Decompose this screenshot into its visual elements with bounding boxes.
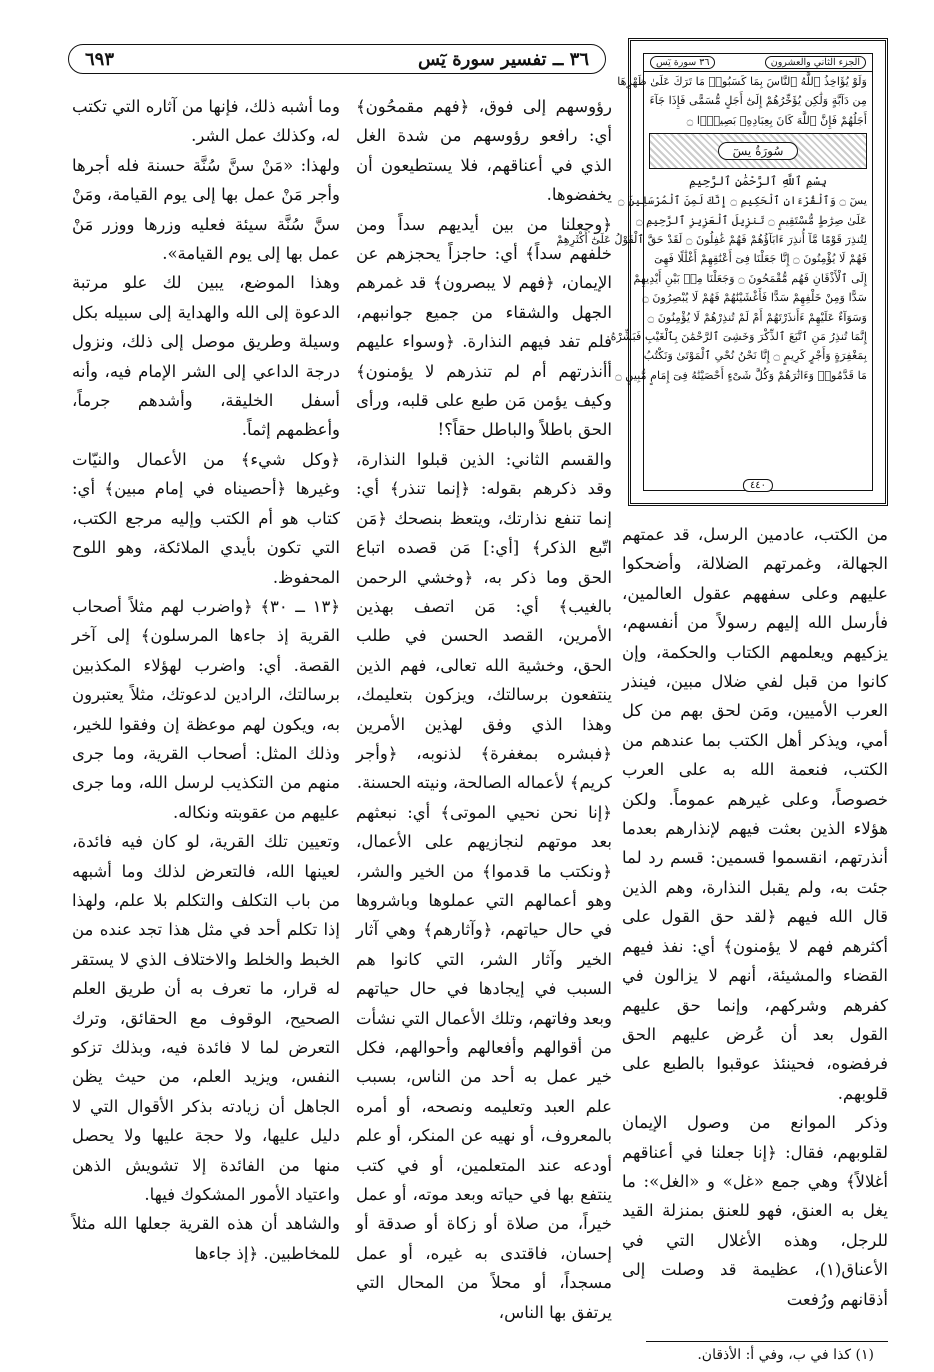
footnote: (١) كذا في ب، وفي أ: الأذقان. [697, 1347, 874, 1363]
paragraph: وذكر الموانع من وصول الإيمان لقلوبهم، فقال: ﴿إنا جعلنا في أعناقهم أغلالاً﴾ وهي جمع «غل» و «الغل»: ما يغل به العنق، فهو للعنق بمنزلة القيد للرجل، وهذه الأغلال التي في الأعناق(١)، عظيمة قد وصلت إلى أذقانهم ورُفعت [622, 1113, 888, 1309]
mushaf-surah-label: ٣٦ سورة يٓس [650, 56, 715, 69]
middle-column [356, 92, 612, 1320]
quran-line: إِنَّمَا تُنذِرُ مَنِ ٱتَّبَعَ ٱلذِّكْرَ وَخَشِىَ ٱلرَّحْمَٰنَ بِٱلْغَيْبِ فَبَشِّرْهُ [610, 330, 867, 344]
paragraph: والقسم الثاني: الذين قبلوا النذارة، وقد ذكرهم بقوله: ﴿إنما تنذر﴾ أي: إنما تنفع نذارتك، ويتعظ بنصحك ﴿مَن اتّبع الذكر﴾ [أي:] مَن قصده اتباع الحق وما ذكر به، ﴿وخشي الرحمن بالغيب﴾ أي: مَن اتصف بهذين الأمرين، القصد الحسن في طلب الحق، وخشية الله تعالى، فهم الذين ينتفعون برسالتك، ويزكون بتعليمك، وهذا الذي وفق لهذين الأمرين ﴿فبشره بمغفرة﴾ لذنوبه، ﴿وأجر كريم﴾ لأعماله الصالحة، ونيته الحسنة. [356, 449, 612, 793]
running-header [68, 44, 606, 74]
paragraph: ﴿وكل شيء﴾ من الأعمال والنيّات وغيرها ﴿أحصيناه في إمام مبين﴾ أي: كتاب هو أم الكتب وإليه مرجع الكتب، التي تكون بأيدي الملائكة، وهو اللوح المحفوظ. [72, 449, 340, 587]
surah-banner [649, 133, 867, 169]
quran-line: سَدًّا وَمِنْ خَلْفِهِمْ سَدًّا فَأَغْشَيْنَٰهُمْ فَهُمْ لَا يُبْصِرُونَ ۝ [642, 291, 867, 305]
paragraph: وما أشبه ذلك، فإنها من آثاره التي تكتب له، وكذلك عمل الشر. [72, 97, 340, 146]
quran-line: يسٓ ۝ وَٱلْقُرْءَانِ ٱلْحَكِيمِ ۝ إِنَّكَ لَمِنَ ٱلْمُرْسَلِينَ ۝ [617, 194, 867, 208]
quran-line: عَلَىٰ صِرَٰطٍ مُّسْتَقِيمٍ ۝ تَنزِيلَ ٱلْعَزِيزِ ٱلرَّحِيمِ ۝ [635, 213, 867, 227]
header-title: ٣٦ ــ تفسير سورة يٓس [418, 48, 589, 70]
paragraph: والشاهد أن هذه القرية جعلها الله مثلاً للمخاطبين. ﴿إذ جاءها [72, 1214, 340, 1263]
paragraph: من الكتب، عادمين الرسل، قد عمتهم الجهالة، وغمرتهم الضلالة، وأضحكوا عليهم وعلى سفههم عقول العالمين، فأرسل الله إليهم رسولاً من أنفسهم، يزكيهم ويعلمهم الكتاب والحكمة، وإن كانوا من قبل لفي ضلال مبين، فينذر العرب الأميين، ومَن لحق بهم من كل أمي، ويذكر أهل الكتب بما عندهم من الكتب، فنعمة الله به على العرب خصوصاً، وعلى غيرهم عموماً. ولكن هؤلاء الذين بعثت فيهم لإنذارهم بعدما أنذرتهم، انقسموا قسمين: قسم رد لما جئت به، ولم يقبل النذارة، وهم الذين قال الله فيهم ﴿لقد حق القول على أكثرهم فهم لا يؤمنون﴾ أي: نفذ فيهم القضاء والمشيئة، أنهم لا يزالون في كفرهم وشركهم، وإنما حق عليهم القول بعد أن عُرض عليهم الحق فرفضوه، فحينئذ عوقبوا بالطبع على قلوبهم. [622, 525, 888, 1103]
right-column [622, 520, 888, 1320]
quran-line: وَسَوَآءٌ عَلَيْهِمْ ءَأَنذَرْتَهُمْ أَمْ لَمْ تُنذِرْهُمْ لَا يُؤْمِنُونَ ۝ [647, 310, 867, 324]
quran-line: مَا قَدَّمُوا۟ وَءَاثَٰرَهُمْ وَكُلَّ شَىْءٍ أَحْصَيْنَٰهُ فِىٓ إِمَامٍ مُّبِينٍ ۝ [615, 368, 867, 382]
mushaf-page-number: ٤٤٠ [743, 479, 773, 492]
quran-line: أَجَلُهُمْ فَإِنَّ ٱللَّهَ كَانَ بِعِبَادِهِۦ بَصِيرًۢا ۝ [686, 113, 867, 127]
paragraph: ﴿١٣ ــ ٣٠﴾ ﴿واضرب لهم مثلاً أصحاب القرية إذ جاءها المرسلون﴾ إلى آخر القصة. أي: واضرب لهؤلاء المكذبين برسالتك، الرادين لدعوتك، مثلاً يعتبرون به، ويكون لهم موعظة إن وفقوا للخير، وذلك المثل: أصحاب القرية، وما جرى منهم من التكذيب لرسل الله، وما جرى عليهم من عقوبته ونكاله. [72, 596, 340, 822]
quran-line: إِلَى ٱلْأَذْقَانِ فَهُم مُّقْمَحُونَ ۝ وَجَعَلْنَا مِنۢ بَيْنِ أَيْدِيهِمْ [633, 271, 867, 285]
paragraph: ﴿وجعلنا من بين أيديهم سداً ومن خلفهم سداً﴾ أي: حاجزاً يحجزهم عن الإيمان، ﴿فهم لا يبصرون﴾ قد غمرهم الجهل والشقاء من جميع جوانبهم، فلم تفد فيهم النذارة. ﴿وسواء عليهم أأنذرتهم أم لم تنذرهم لا يؤمنون﴾ وكيف يؤمن مَن طبع على قلبه، ورأى الحق باطلاً والباطل حقاً؟! [356, 214, 612, 440]
paragraph: ﴿إنا نحن نحيي الموتى﴾ أي: نبعثهم بعد موتهم لنجازيهم على الأعمال، ﴿ونكتب ما قدموا﴾ من الخير والشر، وهو أعمالهم التي عملوها وباشروها في حال حياتهم، ﴿وآثارهم﴾ وهي آثار الخير وآثار الشر، التي كانوا هم السبب في إيجادها في حال حياتهم وبعد وفاتهم، وتلك الأعمال التي نشأت من أقوالهم وأفعالهم وأحوالهم، فكل خير عمل به أحد من الناس، بسبب علم العبد وتعليمه ونصحه، أو أمره بالمعروف، أو نهيه عن المنكر، أو علم أودعه عند المتعلمين، أو في كتب ينتفع بها في حياته وبعد موته، أو عمل خيراً، من صلاة أو زكاة أو صدقة أو إحسان، فاقتدى به غيره، أو عمل مسجداً، أو محلاً من المحال التي يرتفق بها الناس، [356, 802, 612, 1322]
paragraph: وتعيين تلك القرية، لو كان فيه فائدة، لعينها الله، فالتعرض لذلك وما أشبهه من باب التكلف والتكلم بلا علم، ولهذا إذا تكلم أحد في مثل هذا تجد عنده من الخبط والخلط والاختلاف الذي لا يستقر له قرار، ما تعرف به أن طريق العلم الصحيح، الوقوف مع الحقائق، وترك التعرض لما لا فائدة فيه، وبذلك تزكو النفس، ويزيد العلم، من حيث يظن الجاهل أن زيادته بذكر الأقوال التي لا دليل عليها، ولا حجة عليها ولا يحصل منها من الفائدة إلا تشويش الذهن واعتياد الأمور المشكوك فيها. [72, 832, 340, 1205]
mushaf-header [644, 54, 872, 72]
paragraph: رؤوسهم إلى فوق، ﴿فهم مقمحُون﴾ أي: رافعو رؤوسهم من شدة الغل الذي في أعناقهم، فلا يستطيعون أن يخفضوها. [356, 97, 612, 205]
left-column [72, 92, 340, 1263]
quran-line: مِن دَآبَّةٍ وَلَٰكِن يُؤَخِّرُهُمْ إِلَىٰٓ أَجَلٍ مُّسَمًّى فَإِذَا جَآءَ [649, 94, 867, 108]
quran-line: لِتُنذِرَ قَوْمًا مَّآ أُنذِرَ ءَابَآؤُهُمْ فَهُمْ غَٰفِلُونَ ۝ لَقَدْ حَقَّ ٱلْقَوْلُ عَلَىٰٓ أَكْثَرِهِمْ [556, 233, 867, 247]
quran-line: وَلَوْ يُؤَاخِذُ ٱللَّهُ ٱلنَّاسَ بِمَا كَسَبُوا۟ مَا تَرَكَ عَلَىٰ ظَهْرِهَا [617, 75, 867, 88]
paragraph: ولهذا: «مَنْ سنَّ سُنَّة حسنة فله أجرها وأجر مَنْ عمل بها إلى يوم القيامة، ومَنْ سنَّ سُنَّة سيئة فعليه وزرها ووزر مَنْ عمل بها إلى يوم القيامة». [72, 155, 340, 264]
quran-line: فَهُمْ لَا يُؤْمِنُونَ ۝ إِنَّا جَعَلْنَا فِىٓ أَعْنَٰقِهِمْ أَغْلَٰلًا فَهِىَ [654, 252, 867, 266]
mushaf-page-image [556, 38, 888, 506]
surah-banner-title: سُورَةُ يسٓ [718, 142, 799, 160]
mushaf-juz-label: الجزء الثاني والعشرون [765, 56, 866, 69]
footnote-divider [646, 1341, 888, 1342]
basmala: بِسْمِ ٱللَّهِ ٱلرَّحْمَٰنِ ٱلرَّحِيمِ [688, 174, 827, 189]
page-number: ٦٩٣ [85, 48, 115, 70]
quran-line: بِمَغْفِرَةٍ وَأَجْرٍ كَرِيمٍ ۝ إِنَّا نَحْنُ نُحْىِ ٱلْمَوْتَىٰ وَنَكْتُبُ [643, 349, 867, 363]
paragraph: وهذا الموضع، يبين لك علو مرتبة الدعوة إلى الله والهداية إلى سبيله بكل وسيلة وطريق موصل إلى ذلك، ونزول درجة الداعي إلى الشر الإمام فيه، وأنه أسفل الخليقة، وأشدهم جرماً، وأعظمهم إثماً. [72, 273, 340, 440]
mushaf-frame [556, 53, 873, 491]
